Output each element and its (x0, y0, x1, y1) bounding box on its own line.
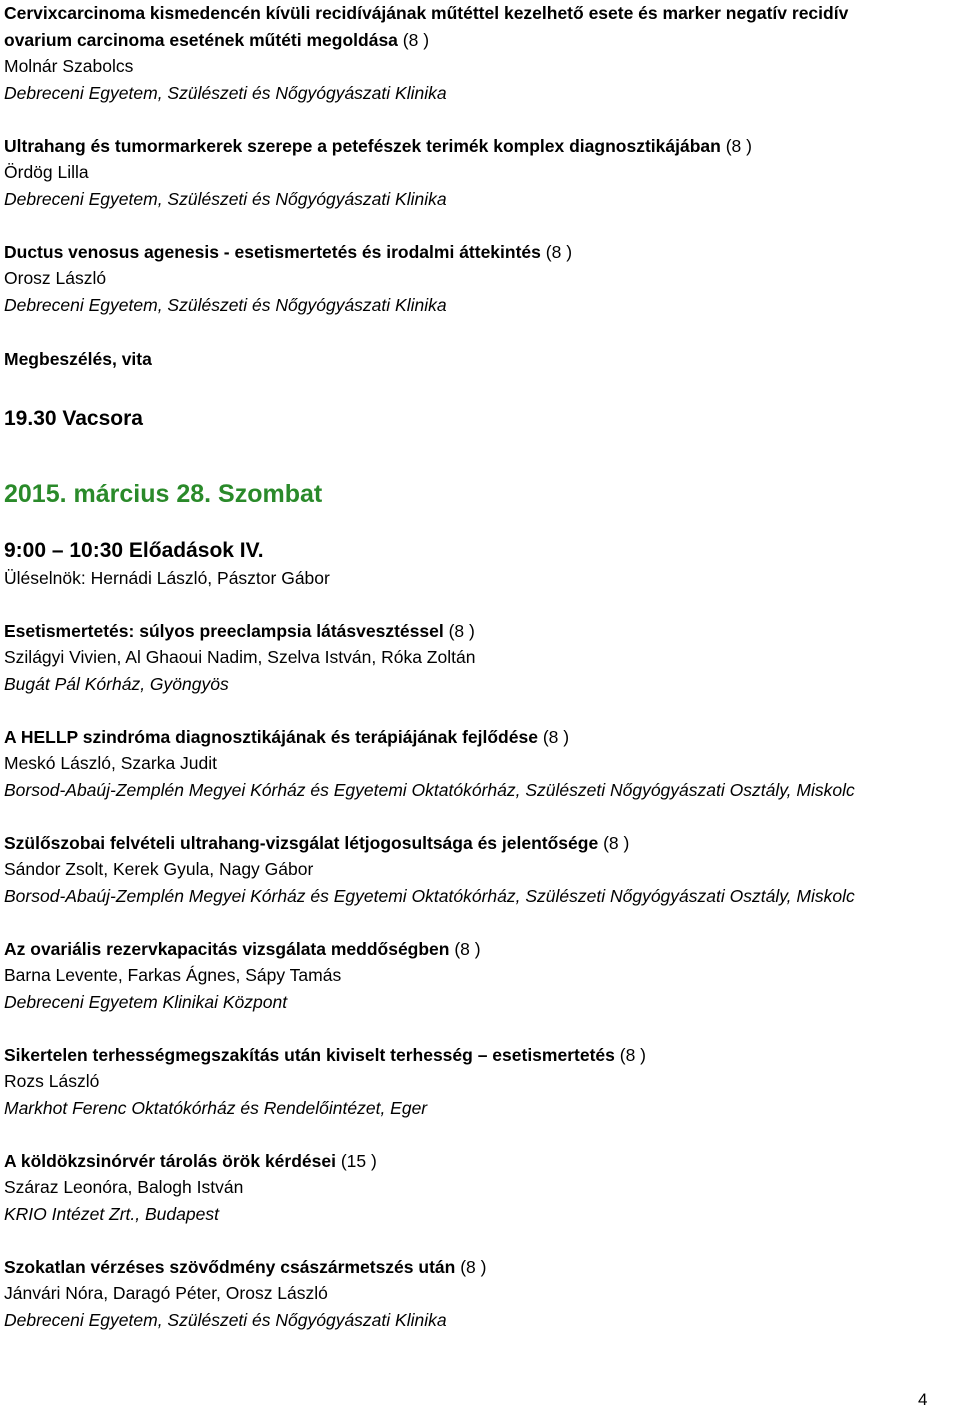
talk-authors: Barna Levente, Farkas Ágnes, Sápy Tamás (4, 965, 342, 985)
talk-duration: (15 ) (340, 1150, 377, 1171)
talk-title: A HELLP szindróma diagnosztikájának és terápiájának fejlődése (4, 726, 538, 747)
talk-title: A köldökzsinórvér tárolás örök kérdései (4, 1150, 336, 1171)
talk-entry (4, 618, 956, 698)
talk-entry (4, 724, 956, 804)
talk-title: Szokatlan vérzéses szövődmény császármetszés után (4, 1256, 456, 1277)
talk-entry (4, 239, 956, 319)
talk-institution: Debreceni Egyetem, Szülészeti és Nőgyógyászati Klinika (4, 188, 447, 209)
dinner-item: 19.30 Vacsora (4, 406, 143, 430)
talk-entry (4, 0, 956, 106)
talk-institution: Bugát Pál Kórház, Gyöngyös (4, 673, 229, 694)
talk-authors: Száraz Leonóra, Balogh István (4, 1177, 244, 1197)
talk-authors: Orosz László (4, 268, 107, 288)
talk-institution: Borsod-Abaúj-Zemplén Megyei Kórház és Egyetemi Oktatókórház, Szülészeti Nőgyógyászati Osztály, Miskolc (4, 885, 855, 906)
talk-duration: (8 ) (619, 1044, 646, 1065)
talk-institution: Debreceni Egyetem, Szülészeti és Nőgyógyászati Klinika (4, 294, 447, 315)
talk-title: Cervixcarcinoma kismedencén kívüli recidívájának műtéttel kezelhető esete és marker negatív recidív (4, 3, 849, 23)
talk-authors: Ördög Lilla (4, 162, 89, 182)
talk-duration: (8 ) (603, 832, 630, 853)
talk-entry (4, 1042, 956, 1122)
talk-title: Szülőszobai felvételi ultrahang-vizsgálat létjogosultsága és jelentősége (4, 832, 599, 853)
page-number: 4 (918, 1390, 928, 1409)
talk-duration: (8 ) (448, 620, 475, 641)
session-heading: 9:00 – 10:30 Előadások IV. (4, 538, 264, 562)
discussion-item: Megbeszélés, vita (4, 349, 152, 369)
talk-duration: (8 ) (402, 29, 430, 50)
talk-title: Sikertelen terhességmegszakítás után kiviselt terhesség – esetismertetés (4, 1044, 615, 1065)
day-heading: 2015. március 28. Szombat (4, 479, 323, 508)
talk-authors: Rozs László (4, 1071, 100, 1091)
talk-duration: (8 ) (545, 241, 573, 262)
talk-duration: (8 ) (725, 135, 752, 156)
talk-institution: Markhot Ferenc Oktatókórház és Rendelőintézet, Eger (4, 1097, 428, 1118)
talk-entry (4, 133, 956, 213)
talk-title: Ultrahang és tumormarkerek szerepe a petefészek terimék komplex diagnosztikájában (4, 135, 721, 156)
talk-institution: Debreceni Egyetem, Szülészeti és Nőgyógyászati Klinika (4, 1309, 447, 1330)
talk-duration: (8 ) (542, 726, 570, 747)
talk-institution: KRIO Intézet Zrt., Budapest (4, 1203, 219, 1224)
talk-title-continued: ovarium carcinoma esetének műtéti megoldása (4, 29, 398, 50)
talk-authors: Molnár Szabolcs (4, 56, 134, 76)
talk-authors: Meskó László, Szarka Judit (4, 753, 218, 773)
talk-authors: Jánvári Nóra, Daragó Péter, Orosz László (4, 1283, 328, 1303)
talk-institution: Debreceni Egyetem, Szülészeti és Nőgyógyászati Klinika (4, 82, 447, 103)
talk-entry (4, 936, 956, 1016)
talk-title: Az ovariális rezervkapacitás vizsgálata meddőségben (4, 938, 450, 959)
talk-authors: Szilágyi Vivien, Al Ghaoui Nadim, Szelva István, Róka Zoltán (4, 647, 476, 667)
talk-entry (4, 1254, 956, 1334)
talk-authors: Sándor Zsolt, Kerek Gyula, Nagy Gábor (4, 859, 314, 879)
talk-institution: Borsod-Abaúj-Zemplén Megyei Kórház és Egyetemi Oktatókórház, Szülészeti Nőgyógyászati Osztály, Miskolc (4, 779, 855, 800)
session-chairs: Üléselnök: Hernádi László, Pásztor Gábor (4, 567, 330, 588)
talk-title: Esetismertetés: súlyos preeclampsia látásvesztéssel (4, 620, 444, 641)
talk-duration: (8 ) (454, 938, 481, 959)
talk-title: Ductus venosus agenesis - esetismertetés és irodalmi áttekintés (4, 241, 541, 262)
talk-duration: (8 ) (460, 1256, 487, 1277)
talk-entry (4, 1148, 956, 1228)
program-page (4, 0, 956, 1333)
talk-entry (4, 830, 956, 910)
talk-institution: Debreceni Egyetem Klinikai Központ (4, 991, 288, 1012)
